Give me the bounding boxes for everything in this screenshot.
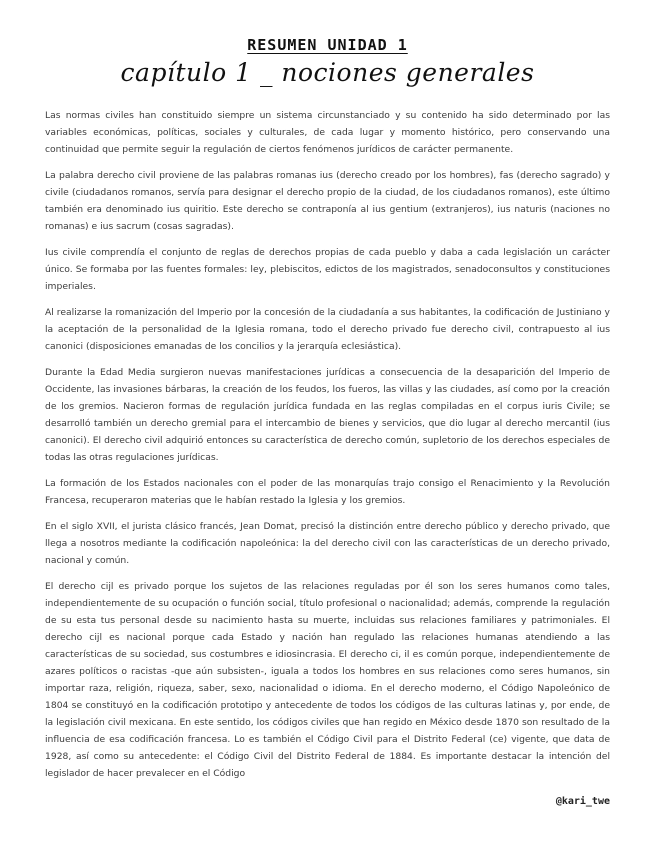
paragraph-6: La formación de los Estados nacionales con el poder de las monarquías trajo consigo el Renacimiento y la Revolución Francesa, recuperaron materias que le habían restado la Iglesia y los gremios. (45, 478, 610, 506)
paragraph-2: La palabra derecho civil proviene de las palabras romanas ius (derecho creado por los hombres), fas (derecho sagrado) y civile (ciudadanos romanos, servía para designar el derecho propio de la ciudad, de los ciudadanos romanos), este último también era denominado ius quiritio. Este derecho se contraponía al ius gentium (extranjeros), ius naturis (naciones no romanas) e ius sacrum (cosas sagradas). (45, 170, 610, 232)
paragraph-3: Ius civile comprendía el conjunto de reglas de derechos propias de cada pueblo y daba a cada legislación un carácter único. Se formaba por las fuentes formales: ley, plebiscitos, edictos de los magistrados, senadoconsultos y constituciones imperiales. (45, 247, 610, 292)
paragraph-8: El derecho cijl es privado porque los sujetos de las relaciones reguladas por él son los seres humanos como tales, independientemente de su ocupación o función social, título profesional o nacionalidad; además, comprende la regulación de su esta tus personal desde su nacimiento hasta su muerte, incluidas sus relaciones familiares y patrimoniales. El derecho cijl es nacional porque cada Estado y nación han regulado las relaciones humanas atendiendo a las características de su sociedad, sus costumbres e idiosincrasia. El derecho ci, il es común porque, independientemente de azares políticos o racistas -que aún subsisten-, iguala a todos los hombres en sus relaciones como seres humanos, sin importar raza, religión, riqueza, saber, sexo, nacionalidad o idioma. En el derecho moderno, el Código Napoleónico de 1804 se constituyó en la codificación prototipo y antecedente de todos los códigos de las culturas latinas y, por ende, de la legislación civil mexicana. En este sentido, los códigos civiles que han regido en México desde 1870 son resultado de la influencia de esa codificación francesa. Lo es también el Código Civil para el Distrito Federal (ce) vigente, que data de 1928, así como su antecedente: el Código Civil del Distrito Federal de 1884. Es importante destacar la intención del legislador de hacer prevalecer en el Código (45, 581, 610, 779)
paragraph-4: Al realizarse la romanización del Imperio por la concesión de la ciudadanía a sus habitantes, la codificación de Justiniano y la aceptación de la personalidad de la Iglesia romana, todo el derecho privado fue derecho civil, contrapuesto al ius canonici (disposiciones emanadas de los concilios y la jerarquía eclesiástica). (45, 307, 610, 352)
paragraph-5: Durante la Edad Media surgieron nuevas manifestaciones jurídicas a consecuencia de la desaparición del Imperio de Occidente, las invasiones bárbaras, la creación de los feudos, los fueros, las villas y las ciudades, así como por la creación de los gremios. Nacieron formas de regulación jurídica fundada en las reglas compiladas en el corpus iuris Civile; se desarrolló también un derecho gremial para el intercambio de bienes y servicios, que dio lugar al derecho mercantil (ius canonici). El derecho civil adquirió entonces su característica de derecho común, supletorio de los derechos especiales de todas las otras regulaciones jurídicas. (45, 367, 610, 463)
author-signature: @kari_twe (555, 796, 610, 807)
chapter-subtitle: capítulo 1 _ nociones generales (120, 58, 535, 87)
paragraph-1: Las normas civiles han constituido siempre un sistema circunstanciado y su contenido ha sido determinado por las variables económicas, políticas, sociales y culturales, de cada lugar y momento histórico, pero conservando una continuidad que permite seguir la regulación de ciertos fenómenos jurídicos de carácter permanente. (45, 110, 610, 155)
document-title: RESUMEN UNIDAD 1 (247, 36, 408, 54)
paragraph-7: En el siglo XVII, el jurista clásico francés, Jean Domat, precisó la distinción entre derecho público y derecho privado, que llega a nosotros mediante la codificación napoleónica: la del derecho civil con las características de un derecho privado, nacional y común. (45, 521, 610, 566)
